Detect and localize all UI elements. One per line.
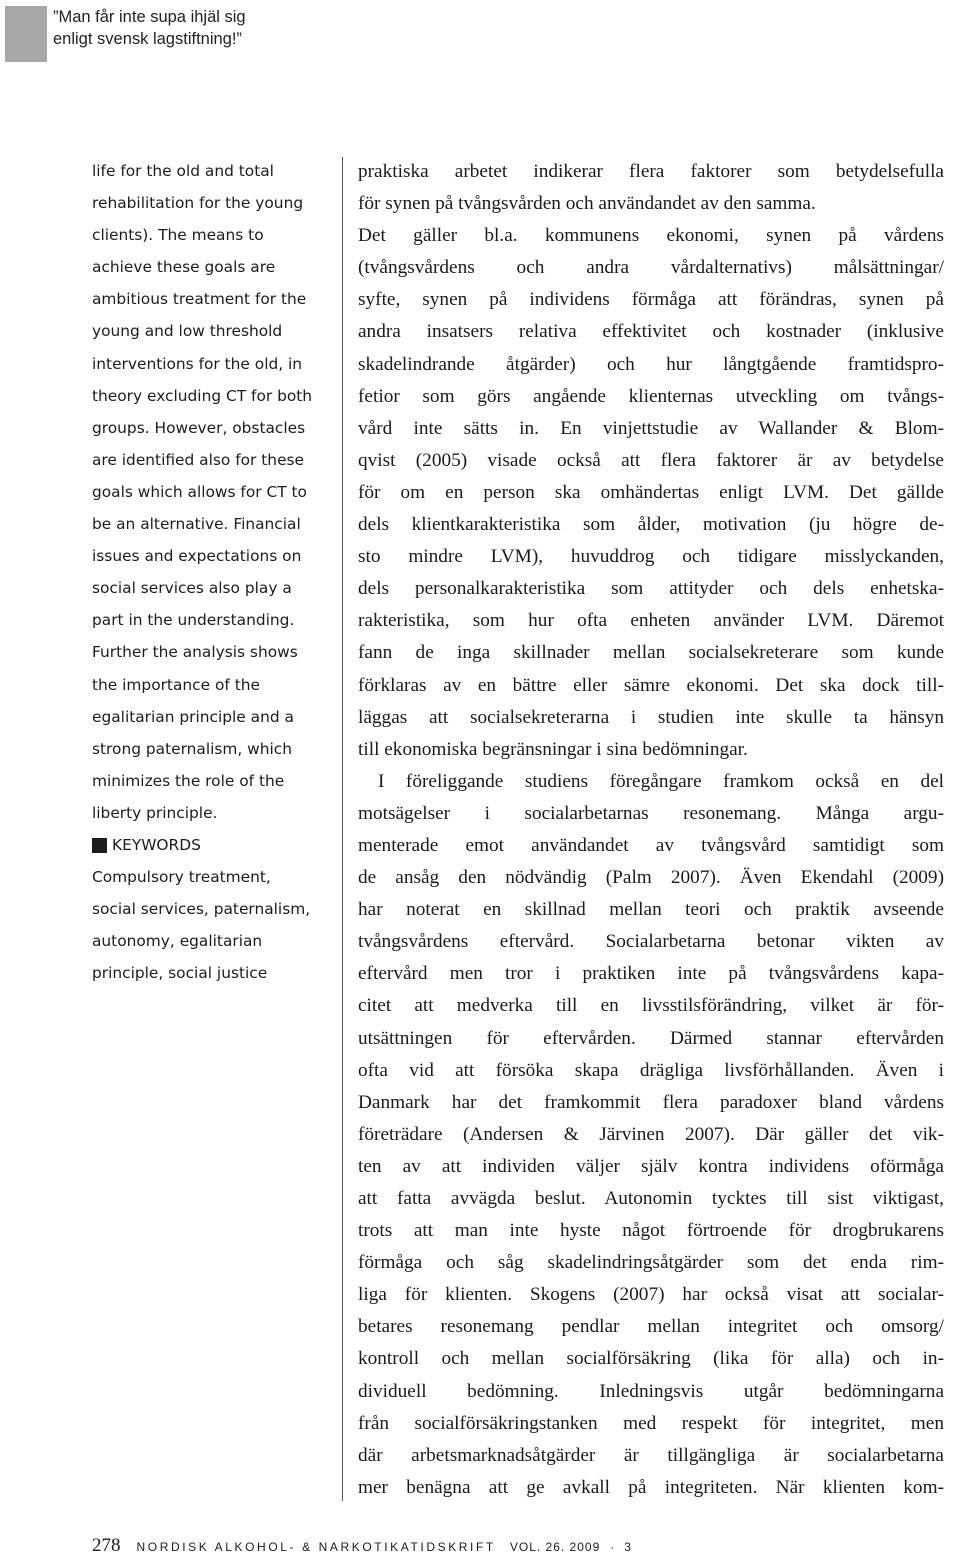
body-paragraph-1 [358, 156, 944, 766]
body-line: andra insatsers relativa effektivitet och kostnader (inklusive [358, 321, 944, 343]
body-line: betares resonemang pendlar mellan integritet och omsorg/ [358, 1316, 944, 1338]
body-line: (tvångsvårdens och andra vårdalternativs) målsättningar/ [358, 257, 944, 279]
body-line: syfte, synen på individens förmåga att förändras, synen på [358, 289, 944, 311]
body-line: från socialförsäkringstanken med respekt för integritet, men [358, 1412, 944, 1434]
abstract-line: groups. However, obstacles [92, 418, 306, 437]
body-line: de ansåg den nödvändig (Palm 2007). Även Ekendahl (2009) [358, 867, 944, 889]
body-line: dels personalkarakteristika som attityder och dels enhetska- [358, 578, 944, 600]
body-line: att fatta avvägda beslut. Autonomin tycktes till sist viktigast, [358, 1188, 944, 1209]
abstract-line: rehabilitation for the young [92, 194, 304, 213]
abstract-column [92, 155, 338, 989]
body-line: menterade emot användandet av tvångsvård samtidigt som [358, 834, 944, 856]
page-number: 278 [92, 1535, 121, 1556]
abstract-line: life for the old and total [92, 162, 274, 180]
journal-name: NORDISK ALKOHOL- & NARKOTIKATIDSKRIFT [136, 1540, 496, 1554]
square-bullet-icon [92, 838, 107, 853]
abstract-line: issues and expectations on [92, 547, 302, 566]
body-line: liga för klienten. Skogens (2007) har också visat att socialar- [358, 1284, 944, 1306]
body-line: kontroll och mellan socialförsäkring (lika för alla) och in- [358, 1348, 944, 1370]
abstract-line: Further the analysis shows [92, 643, 298, 662]
body-line: dels klientkarakteristika som ålder, motivation (ju högre de- [358, 514, 944, 536]
header-grey-block [5, 6, 47, 62]
abstract-line: ambitious treatment for the [92, 290, 307, 309]
keywords-line: Compulsory treatment, [92, 868, 271, 887]
body-line: har noterat en skillnad mellan teori och praktik avseende [358, 899, 944, 921]
abstract-line: achieve these goals are [92, 258, 276, 277]
body-line: företrädare (Andersen & Järvinen 2007). Där gäller det vik- [358, 1123, 944, 1145]
abstract-line: liberty principle. [92, 803, 218, 822]
body-line: eftervård men tror i praktiken inte på tvångsvårdens kapa- [358, 963, 944, 985]
body-line: vård inte sätts in. En vinjettstudie av Wallander & Blom- [358, 417, 944, 439]
page-footer [92, 1535, 952, 1557]
abstract-line: be an alternative. Financial [92, 515, 301, 534]
abstract-line: theory excluding CT for both [92, 386, 313, 405]
body-line: citet att medverka till en livsstilsförändring, vilket är för- [358, 995, 944, 1017]
column-divider [342, 157, 343, 1501]
body-line: Det gäller bl.a. kommunens ekonomi, synen på vårdens [358, 225, 944, 247]
abstract-line: social services also play a [92, 579, 292, 598]
body-line: utsättningen för eftervården. Därmed stannar eftervården [358, 1027, 944, 1049]
header-quote-line: enligt svensk lagstiftning!” [53, 30, 242, 48]
body-line: tvångsvårdens eftervård. Socialarbetarna betonar vikten av [358, 931, 944, 953]
body-line: ten av att individen väljer själv kontra individens oförmåga [358, 1155, 944, 1177]
abstract-line: interventions for the old, in [92, 354, 303, 373]
body-line: där arbetsmarknadsåtgärder är tillgängliga är socialarbetarna [358, 1444, 944, 1466]
body-line: fann de inga skillnader mellan socialsekreterare som kunde [358, 642, 944, 664]
body-line: Danmark har det framkommit flera paradoxer bland vårdens [358, 1091, 944, 1113]
keywords-line: social services, paternalism, [92, 900, 311, 919]
body-line: mer benägna att ge avkall på integriteten. När klienten kom- [358, 1476, 944, 1498]
body-line: dividuell bedömning. Inledningsvis utgår bedömningarna [358, 1380, 944, 1402]
body-line: för synen på tvångsvården och användandet av den samma. [358, 193, 816, 215]
keywords-heading-line [92, 829, 338, 861]
abstract-line: egalitarian principle and a [92, 707, 294, 726]
journal-issue: 3 [624, 1540, 632, 1554]
body-text-column [358, 156, 944, 1504]
abstract-line: clients). The means to [92, 226, 264, 245]
body-line: rakteristika, som hur ofta enheten använder LVM. Däremot [358, 610, 944, 632]
abstract-line: the importance of the [92, 675, 260, 694]
running-header-quote [53, 6, 313, 50]
keywords-line: autonomy, egalitarian [92, 932, 263, 951]
keywords-heading: KEYWORDS [112, 835, 201, 854]
abstract-line: are identified also for these [92, 450, 305, 469]
header-quote-line: ”Man får inte supa ihjäl sig [53, 8, 246, 26]
body-line: trots att man inte hyste något förtroende för drogbrukarens [358, 1220, 944, 1242]
body-line: för om en person ska omhändertas enligt LVM. Det gällde [358, 481, 944, 503]
abstract-line: goals which allows for CT to [92, 482, 307, 501]
body-line: skadelindrande åtgärder) och hur långtgående framtidspro- [358, 353, 944, 375]
body-line: I föreliggande studiens föregångare framkom också en del [378, 770, 944, 792]
body-paragraph-2 [358, 766, 944, 1504]
body-line: praktiska arbetet indikerar flera faktorer som betydelsefulla [358, 161, 944, 182]
abstract-line: young and low threshold [92, 322, 283, 341]
journal-volume: VOL. 26. 2009 [509, 1540, 601, 1554]
body-line: motsägelser i socialarbetarnas resonemang. Många argu- [358, 802, 944, 824]
body-line: förklaras av en bättre eller sämre ekonomi. Det ska dock till- [358, 674, 944, 696]
body-line: till ekonomiska begränsningar i sina bedömningar. [358, 738, 748, 760]
body-line: förmåga och såg skadelindringsåtgärder som det enda rim- [358, 1252, 944, 1274]
body-line: sto mindre LVM), huvuddrog och tidigare misslyckanden, [358, 546, 944, 568]
body-line: läggas att socialsekreterarna i studien inte skulle ta hänsyn [358, 706, 944, 728]
body-line: qvist (2005) visade också att flera faktorer är av betydelse [358, 449, 944, 471]
abstract-line: minimizes the role of the [92, 771, 285, 790]
abstract-line: part in the understanding. [92, 611, 295, 630]
body-line: ofta vid att försöka skapa drägliga livsförhållanden. Även i [358, 1059, 944, 1081]
footer-separator: · [610, 1540, 615, 1554]
abstract-line: strong paternalism, which [92, 739, 293, 758]
body-line: fetior som görs angående klienternas utveckling om tvångs- [358, 385, 944, 407]
keywords-line: principle, social justice [92, 964, 268, 983]
